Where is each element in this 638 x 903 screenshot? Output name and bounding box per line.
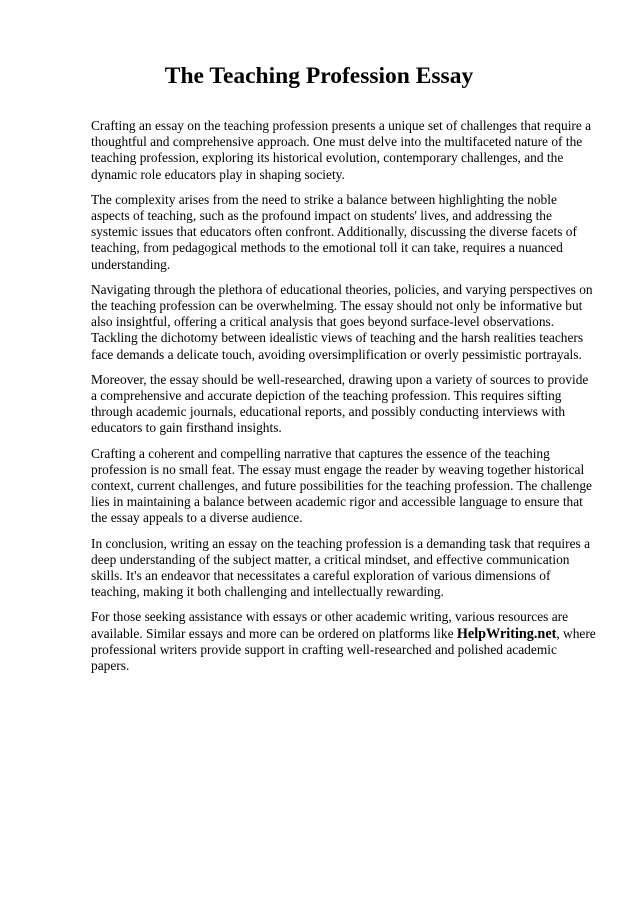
page-title: The Teaching Profession Essay: [164, 63, 474, 89]
closing-text-after: , where professional writers provide support in crafting well-researched and polished academic papers.: [91, 625, 596, 674]
essay-body: [91, 118, 597, 683]
brand-name: HelpWriting.net: [456, 625, 557, 642]
paragraph-1: Crafting an essay on the teaching profession presents a unique set of challenges that require a thoughtful and comprehensive approach. One must delve into the multifaceted nature of the teaching profession, exploring its historical evolution, contemporary challenges, and the dynamic role educators play in shaping society.: [91, 118, 592, 182]
paragraph-3: Navigating through the plethora of educational theories, policies, and varying perspectives on the teaching profession can be overwhelming. The essay should not only be informative but also insightful, offering a critical analysis that goes beyond surface-level observations. Tackling the dichotomy between idealistic views of teaching and the harsh realities teachers face demands a delicate touch, avoiding oversimplification or overly pessimistic portrayals.: [91, 281, 593, 362]
closing-text-before: For those seeking assistance with essays or other academic writing, various resources are available. Similar essays and more can be ordered on platforms like: [91, 609, 569, 641]
closing-paragraph: [91, 609, 597, 674]
paragraph-5: Crafting a coherent and compelling narrative that captures the essence of the teaching profession is no small feat. The essay must engage the reader by weaving together historical context, current challenges, and future possibilities for the teaching profession. The challenge lies in maintaining a balance between academic rigor and accessible language to ensure that the essay appeals to a diverse audience.: [91, 445, 592, 526]
paragraph-2: The complexity arises from the need to strike a balance between highlighting the noble aspects of teaching, such as the profound impact on students' lives, and addressing the systemic issues that educators often confront. Additionally, discussing the diverse facets of teaching, from pedagogical methods to the emotional toll it can take, requires a nuanced understanding.: [91, 191, 577, 272]
paragraph-6: In conclusion, writing an essay on the teaching profession is a demanding task that requires a deep understanding of the subject matter, a critical mindset, and effective communication skills. It's an endeavor that necessitates a careful exploration of various dimensions of teaching, making it both challenging and intellectually rewarding.: [91, 535, 591, 600]
paragraph-4: Moreover, the essay should be well-researched, drawing upon a variety of sources to provide a comprehensive and accurate depiction of the teaching profession. This requires sifting through academic journals, educational reports, and possibly conducting interviews with educators to gain firsthand insights.: [91, 371, 589, 436]
